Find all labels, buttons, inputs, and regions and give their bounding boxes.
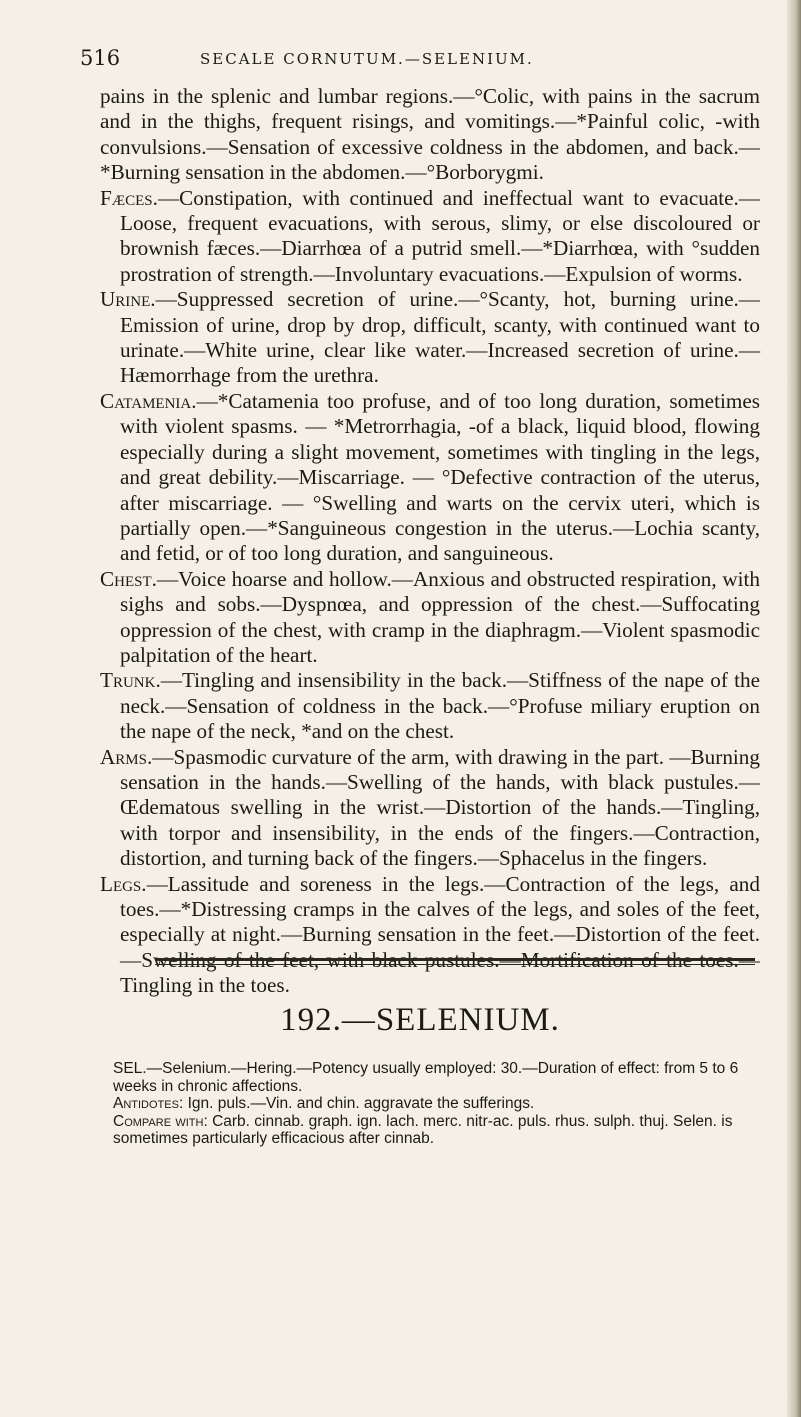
section-divider-thin [155, 964, 755, 965]
section-heading: Fæces. [100, 185, 158, 210]
continuation-paragraph: pains in the splenic and lumbar regions.—°Colic, with pains in the sacrum and in the thighs, frequent risings, and vomitings.—*Painful colic, -with convulsions.—Sensation of excessive coldness in the abdomen, and back.—*Burning sensation in the abdomen.—°Borborygmi. [100, 84, 760, 185]
note-label: SEL. [113, 1060, 147, 1077]
note-text: —Selenium.—Hering.—Potency usually employed: 30.—Duration of effect: from 5 to 6 weeks in chronic affections. [113, 1060, 739, 1095]
note-label: Compare with: [113, 1112, 208, 1130]
section-heading: Legs. [100, 871, 147, 896]
section-heading: Arms. [100, 744, 153, 769]
note-line [113, 1095, 763, 1113]
section-trunk [100, 668, 760, 744]
section-faeces [100, 186, 760, 288]
body-text [100, 84, 760, 999]
section-text: —Voice hoarse and hollow.—Anxious and obstructed respiration, with sighs and sobs.—Dyspnœa, and oppression of the chest.—Suffocating oppression of the chest, with cramp in the diaphragm.—Violent spasmodic palpitation of the heart. [120, 566, 760, 667]
section-urine [100, 287, 760, 389]
section-heading: Trunk. [100, 668, 161, 693]
section-text: —Suppressed secretion of urine.—°Scanty, hot, burning urine.—Emission of urine, drop by drop, difficult, scanty, with continued want to urinate.—White urine, clear like water.—Increased secretion of urine.—Hæmorrhage from the urethra. [120, 287, 760, 388]
section-catamenia [100, 389, 760, 567]
section-chest [100, 567, 760, 669]
running-title: SECALE CORNUTUM.—SELENIUM. [200, 50, 534, 68]
remedy-title: 192.—SELENIUM. [280, 1002, 560, 1038]
note-text: Carb. cinnab. graph. ign. lach. merc. nitr-ac. puls. rhus. sulph. thuj. Selen. is sometimes particularly efficacious after cinnab. [113, 1112, 733, 1147]
remedy-notes [113, 1060, 763, 1148]
section-text: —Lassitude and soreness in the legs.—Contraction of the legs, and toes.—*Distressing cramps in the calves of the legs, and soles of the feet, especially at night.—Burning sensation in the feet.—Distortion of the feet.—Swelling of the feet, with black pustules.—Mortification of the toes.—Tingling in the toes. [120, 871, 760, 998]
note-text: Ign. puls.—Vin. and chin. aggravate the sufferings. [187, 1095, 535, 1112]
section-arms [100, 745, 760, 872]
note-line [113, 1113, 763, 1148]
page-edge [787, 0, 801, 1417]
section-heading: Catamenia. [100, 388, 197, 413]
section-text: —*Catamenia too profuse, and of too long duration, sometimes with violent spasms. — *Metrorrhagia, -of a black, liquid blood, flowing especially during a slight movement, sometimes with tingling in the legs, and great debility.—Miscarriage. — °Defective contraction of the uterus, after miscarriage. — °Swelling and warts on the cervix uteri, which is partially open.—*Sanguineous congestion in the uterus.—Lochia scanty, and fetid, or of too long duration, and sanguineous. [120, 388, 760, 566]
note-line [113, 1060, 763, 1095]
section-text: —Spasmodic curvature of the arm, with drawing in the part. —Burning sensation in the hands.—Swelling of the hands, with black pustules.—Œdematous swelling in the wrist.—Distortion of the hands.—Tingling, with torpor and insensibility, in the ends of the fingers.—Contraction, distortion, and turning back of the fingers.—Sphacelus in the fingers. [120, 744, 760, 871]
note-label: Antidotes: [113, 1095, 184, 1112]
page-header [80, 46, 760, 76]
section-text: —Tingling and insensibility in the back.—Stiffness of the nape of the neck.—Sensation of coldness in the back.—°Profuse miliary eruption on the nape of the neck, *and on the chest. [120, 668, 760, 744]
section-divider-thick [155, 958, 755, 961]
section-text: —Constipation, with continued and ineffectual want to evacuate.—Loose, frequent evacuations, with serous, slimy, or else discoloured or brownish fæces.—Diarrhœa of a putrid smell.—*Diarrhœa, with °sudden prostration of strength.—Involuntary evacuations.—Expulsion of worms. [120, 185, 760, 286]
section-heading: Chest. [100, 566, 157, 591]
section-heading: Urine. [100, 287, 156, 312]
page-number: 516 [80, 46, 121, 70]
section-legs [100, 872, 760, 999]
